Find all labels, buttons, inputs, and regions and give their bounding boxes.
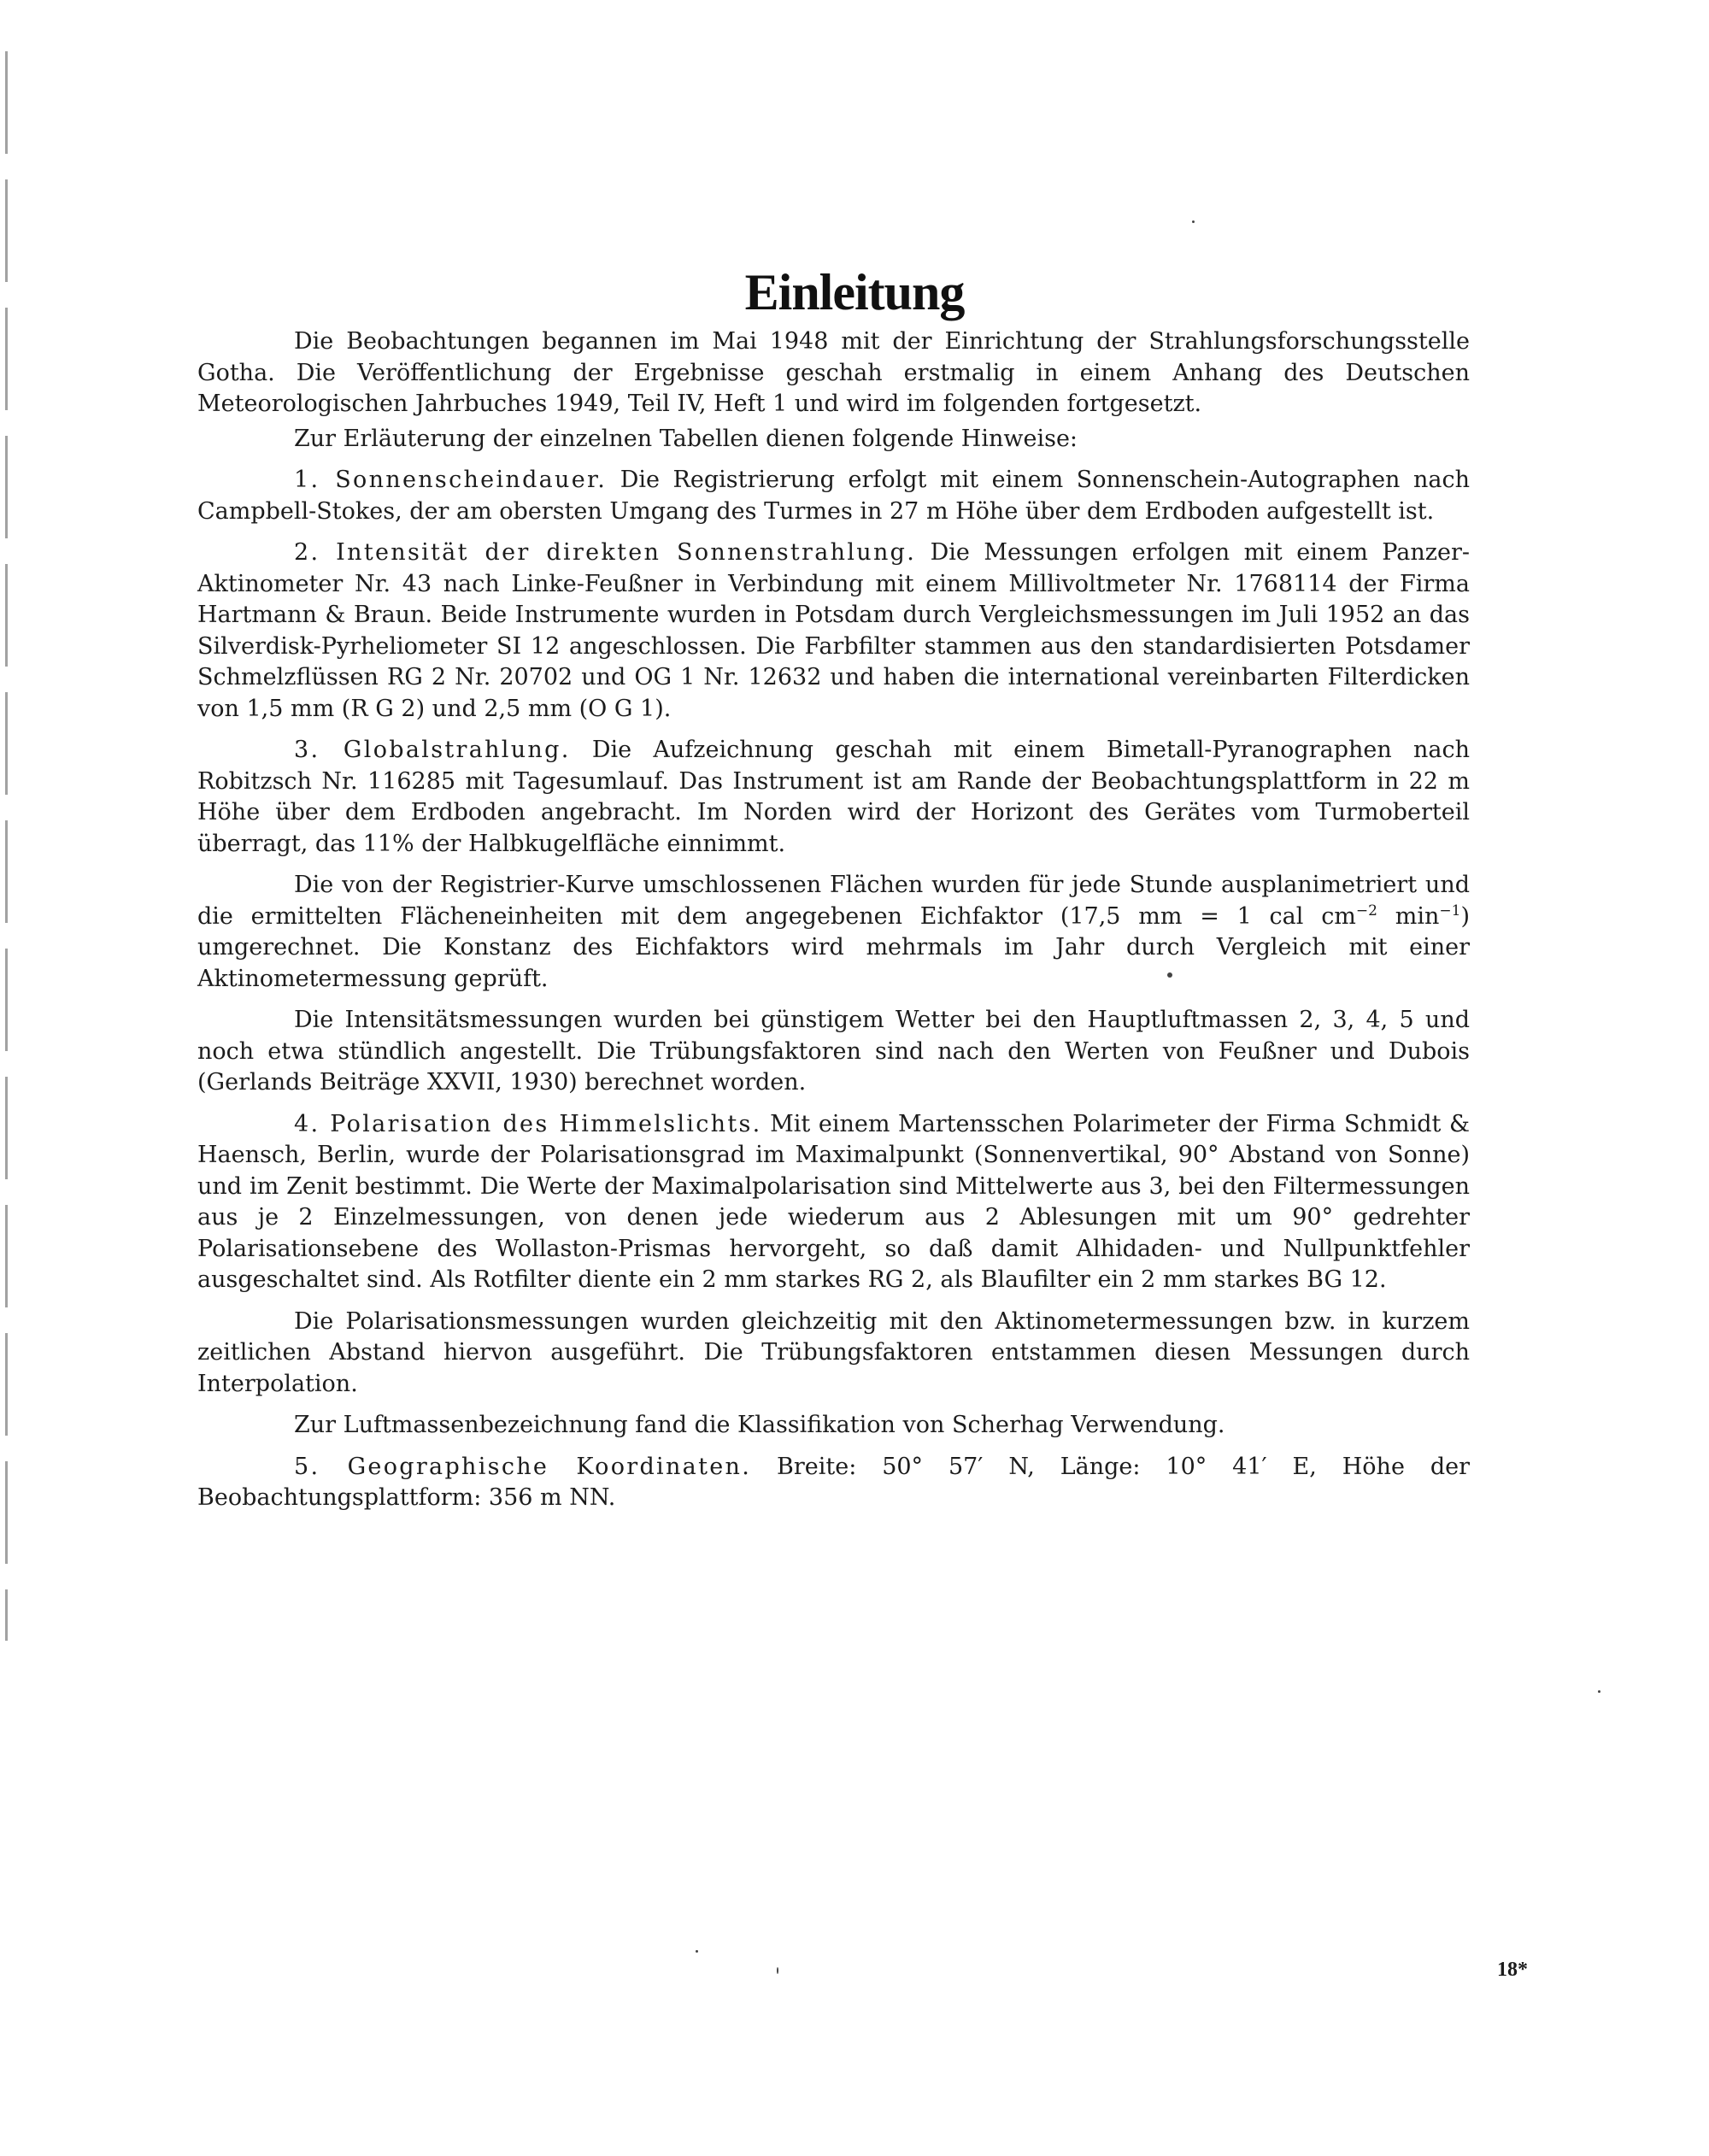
- page-title: Einleitung: [744, 264, 965, 321]
- section-2-paragraph: [197, 538, 1470, 725]
- exponent-min: −1: [1439, 902, 1461, 919]
- section-3-calibration-paragraph: [197, 870, 1470, 995]
- scan-speck: [1192, 220, 1195, 223]
- section-3-heading: 3. Globalstrahlung.: [294, 737, 571, 763]
- section-3-intensity-paragraph: Die Intensitätsmessungen wurden bei günstigem Wetter bei den Hauptluftmassen 2, 3, 4, 5 und noch etwa stündlich angestellt. Die Trübungsfaktoren sind nach den Werten von Feußner und Dubois (Gerlands Beiträge XXVII, 1930) berechnet worden.: [197, 1007, 1470, 1096]
- section-3-paragraph: [197, 735, 1470, 860]
- scan-speck: [1598, 1690, 1600, 1693]
- scan-speck: [1167, 972, 1172, 978]
- scan-speck: [696, 1950, 698, 1953]
- calibration-text-mid: min: [1377, 902, 1440, 930]
- intro-paragraph: Die Beobachtungen begannen im Mai 1948 mit der Einrichtung der Strahlungsforschungsstelle Gotha. Die Veröffentlichung der Ergebnisse geschah erstmalig in einem Anhang des Deutschen Meteorologischen Jahrbuches 1949, Teil IV, Heft 1 und wird im folgenden fortgesetzt.: [197, 328, 1470, 417]
- section-4-text: Mit einem Martensschen Polarimeter der Firma Schmidt & Haensch, Berlin, wurde der Polarisationsgrad im Maximalpunkt (Sonnenvertikal, 90° Abstand von Sonne) und im Zenit bestimmt. Die Werte der Maximalpolarisation sind Mittelwerte aus 3, bei den Filtermessungen aus je 2 Einzelmessungen, von denen jede wiederum aus 2 Ablesungen mit um 90° gedrehter Polarisationsebene des Wollaston-Prismas hervorgeht, so daß damit Alhidaden- und Nullpunktfehler ausgeschaltet sind. Als Rotfilter diente ein 2 mm starkes RG 2, als Blaufilter ein 2 mm starkes BG 12.: [197, 1110, 1471, 1293]
- section-4-airmass-paragraph: Zur Luftmassenbezeichnung fand die Klassifikation von Scherhag Verwendung.: [294, 1412, 1225, 1438]
- exponent-cm: −2: [1355, 902, 1377, 919]
- section-1-heading: 1. Sonnenscheindauer.: [294, 467, 608, 493]
- section-5-heading: 5. Geographische Koordinaten.: [294, 1453, 752, 1480]
- section-2-heading: 2. Intensität der direkten Sonnenstrahlung.: [294, 539, 917, 566]
- page-number: 18*: [1497, 1959, 1528, 1981]
- section-5-text: Breite: 50° 57′ N, Länge: 10° 41′ E, Höhe der Beobachtungsplattform: 356 m NN.: [197, 1453, 1470, 1511]
- section-3-text: Die Aufzeichnung geschah mit einem Bimetall-Pyranographen nach Robitzsch Nr. 116285 mit Tagesumlauf. Das Instrument ist am Rande der Beobachtungsplattform in 22 m Höhe über dem Erdboden angebracht. Im Norden wird der Horizont des Gerätes vom Turmoberteil überragt, das 11% der Halbkugelfläche einnimmt.: [197, 737, 1470, 857]
- scan-speck: [777, 1967, 778, 1974]
- section-4-timing-paragraph: Die Polarisationsmessungen wurden gleichzeitig mit den Aktinometermessungen bzw. in kurzem zeitlichen Abstand hiervon ausgeführt. Die Trübungsfaktoren entstammen diesen Messungen durch Interpolation.: [197, 1307, 1470, 1397]
- document-body: [197, 326, 1470, 1518]
- calibration-text-end: ) umgerechnet. Die Konstanz des Eichfaktors wird mehrmals im Jahr durch Vergleich mit einer Aktinometermessung geprüft.: [197, 902, 1470, 992]
- section-4-paragraph: [197, 1109, 1470, 1296]
- intro-hints-paragraph: Zur Erläuterung der einzelnen Tabellen dienen folgende Hinweise:: [294, 425, 1078, 452]
- section-5-paragraph: [197, 1452, 1470, 1514]
- calibration-text-start: Die von der Registrier-Kurve umschlossenen Flächen wurden für jede Stunde ausplanimetriert und die ermittelten Flächeneinheiten mit dem angegebenen Eichfaktor (17,5 mm = 1 cal cm: [197, 872, 1470, 930]
- section-1-paragraph: [197, 465, 1470, 527]
- section-4-heading: 4. Polarisation des Himmelslichts.: [294, 1110, 762, 1137]
- section-1-text: Die Registrierung erfolgt mit einem Sonnenschein-Autographen nach Campbell-Stokes, der am obersten Umgang des Turmes in 27 m Höhe über dem Erdboden aufgestellt ist.: [197, 467, 1470, 525]
- section-2-text: Die Messungen erfolgen mit einem Panzer-Aktinometer Nr. 43 nach Linke-Feußner in Verbindung mit einem Millivoltmeter Nr. 1768114 der Firma Hartmann & Braun. Beide Instrumente wurden in Potsdam durch Vergleichsmessungen im Juli 1952 an das Silverdisk-Pyrheliometer SI 12 angeschlossen. Die Farbfilter stammen aus den standardisierten Potsdamer Schmelzflüssen RG 2 Nr. 20702 und OG 1 Nr. 12632 und haben die international vereinbarten Filterdicken von 1,5 mm (R G 2) und 2,5 mm (O G 1).: [197, 539, 1470, 722]
